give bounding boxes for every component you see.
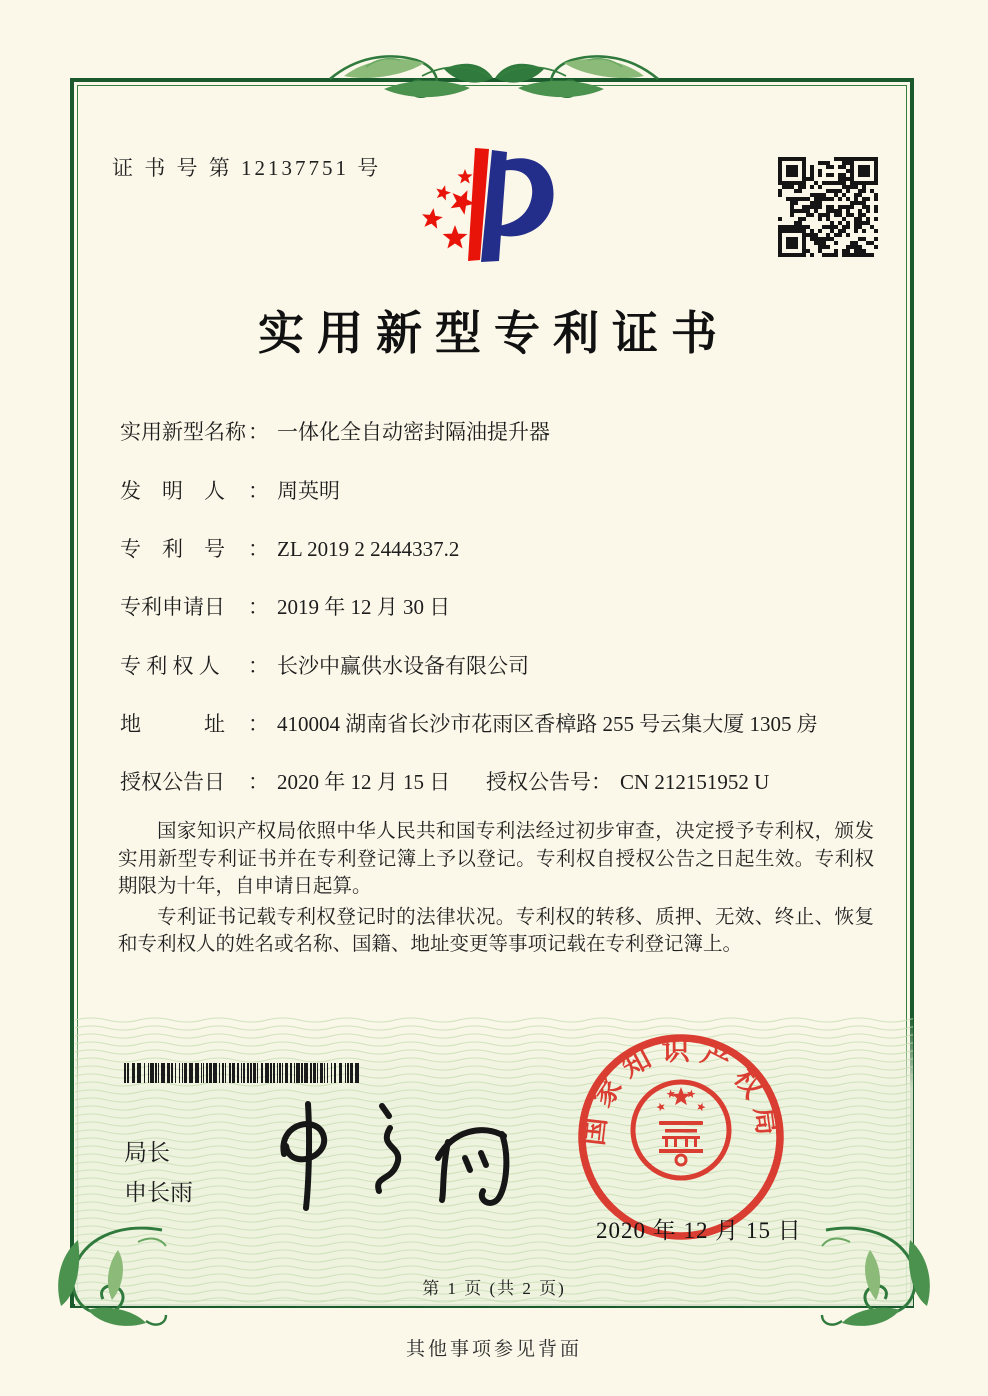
signatory-title: 局长: [124, 1139, 170, 1165]
field-value: 2019 年 12 月 30 日: [277, 595, 451, 619]
legal-paragraph-2: 专利证书记载专利权登记时的法律状况。专利权的转移、质押、无效、终止、恢复和专利权人的姓名或名称、国籍、地址变更等事项记载在专利登记簿上。: [118, 906, 874, 956]
field-row-address: [120, 708, 818, 740]
field-label: 授权公告日: [120, 770, 225, 794]
seal-agency-text: 国家知识产权局: [578, 1035, 784, 1148]
legal-paragraph-1: 国家知识产权局依照中华人民共和国专利法经过初步审查，决定授予专利权，颁发实用新型专利证书并在专利登记簿上予以登记。专利权自授权公告之日起生效。专利权期限为十年，自申请日起算。: [118, 821, 874, 898]
field-grant-number: [486, 766, 769, 798]
field-row-patent-no: [120, 533, 459, 565]
field-label: 发 明 人: [120, 479, 225, 503]
certificate-barcode: [124, 1063, 364, 1083]
field-label: 地 址: [120, 712, 225, 736]
field-value: CN 212151952 U: [620, 770, 770, 794]
legal-text-block: [118, 818, 874, 962]
certificate-title: 实用新型专利证书: [258, 308, 730, 359]
field-colon: ：: [591, 770, 612, 794]
qr-code: [778, 157, 878, 257]
director-handwritten-signature: [262, 1096, 514, 1226]
signatory-name: 申长雨: [124, 1179, 193, 1205]
certificate-number: 证 书 号 第 12137751 号: [112, 156, 382, 180]
national-emblem: [633, 1082, 729, 1178]
field-label: 授权公告号: [486, 770, 591, 794]
field-colon: ：: [248, 537, 269, 561]
field-value: 周英明: [277, 479, 340, 503]
field-row-inventor: [120, 475, 340, 507]
field-row-filing-date: [120, 591, 450, 623]
field-value: ZL 2019 2 2444337.2: [277, 537, 460, 561]
field-label: 实用新型名称: [120, 420, 246, 444]
field-colon: ：: [248, 595, 269, 619]
back-side-note: 其他事项参见背面: [405, 1339, 582, 1360]
cnipa-patent-logo: [416, 138, 610, 288]
field-value: 一体化全自动密封隔油提升器: [277, 420, 550, 444]
field-label: 专利申请日: [120, 595, 225, 619]
seal-date: 2020 年 12 月 15 日: [596, 1218, 802, 1243]
field-colon: ：: [248, 770, 269, 794]
field-value: 2020 年 12 月 15 日: [277, 770, 451, 794]
field-label: 专 利 号: [120, 537, 225, 561]
field-colon: ：: [248, 420, 269, 444]
field-colon: ：: [248, 479, 269, 503]
field-colon: ：: [248, 712, 269, 736]
page-number: 第 1 页 (共 2 页): [422, 1279, 566, 1298]
field-label: 专 利 权 人: [120, 654, 220, 678]
field-row-grant-date: [120, 766, 770, 798]
field-colon: ：: [248, 654, 269, 678]
field-row-name: [120, 416, 550, 448]
field-value: 410004 湖南省长沙市花雨区香樟路 255 号云集大厦 1305 房: [277, 712, 818, 736]
top-flourish-ornament: [326, 47, 662, 111]
field-value: 长沙中赢供水设备有限公司: [277, 654, 529, 678]
field-row-patentee: [120, 650, 529, 682]
